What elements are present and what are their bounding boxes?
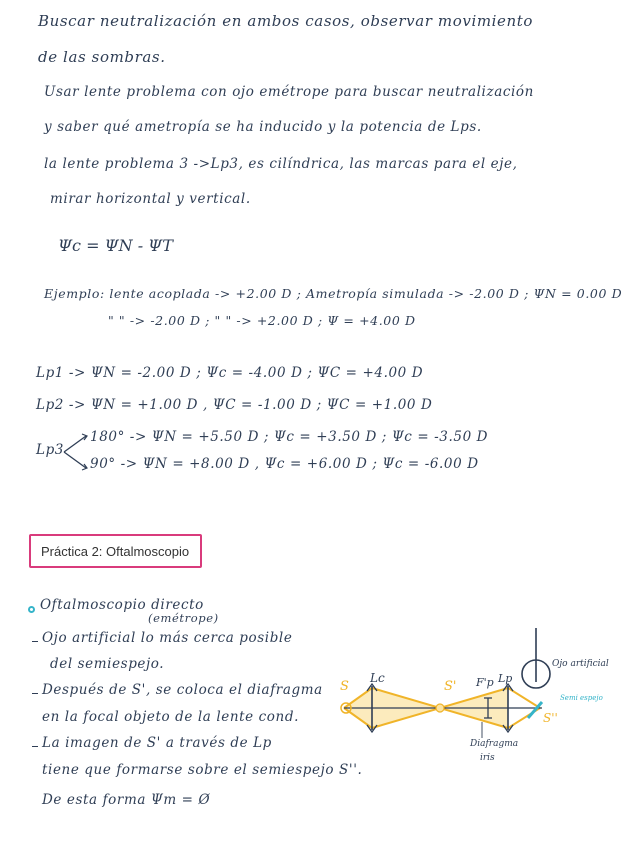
label-lc: Lc [370,671,385,685]
practice-item: La imagen de S' a través de Lp [42,735,272,751]
label-s: S [340,679,349,694]
label-mirror: Semi espejo [560,694,603,702]
practice-item: Ojo artificial lo más cerca posible [42,630,293,646]
bullet-dot-icon [28,606,35,613]
label-iris: iris [480,753,495,763]
branch-arrow-icon [62,430,92,476]
dash-icon [32,641,38,642]
note-line: Usar lente problema con ojo emétrope para buscar neutralización [44,84,534,100]
dash-icon [32,746,38,747]
label-lp: Lp [498,672,513,685]
example-line: " " -> -2.00 D ; " " -> +2.00 D ; Ψ = +4.00 D [108,313,416,328]
practice-annotation: (emétrope) [148,611,219,625]
practice-item: del semiespejo. [50,656,165,672]
label-eye: Ojo artificial [552,659,609,669]
lp3-row-90: 90° -> ΨN = +8.00 D , Ψc = +6.00 D ; Ψc = -6.00 D [90,456,479,472]
lens-line-lp2: Lp2 -> ΨN = +1.00 D , ΨC = -1.00 D ; ΨC = +1.00 D [36,397,433,413]
note-line: Buscar neutralización en ambos casos, observar movimiento [38,12,534,30]
example-line: Ejemplo: lente acoplada -> +2.00 D ; Ametropía simulada -> -2.00 D ; ΨN = 0.00 D [44,286,622,301]
practice-item: De esta forma Ψm = Ø [42,792,211,808]
practice-heading: Oftalmoscopio directo [40,597,204,613]
note-line: la lente problema 3 ->Lp3, es cilíndrica, las marcas para el eje, [44,156,518,172]
label-fp: F'p [476,676,494,689]
formula: Ψc = ΨN - ΨT [58,236,173,255]
practice-item: en la focal objeto de la lente cond. [42,709,299,725]
note-line: mirar horizontal y vertical. [50,191,251,207]
practice-item: tiene que formarse sobre el semiespejo S''. [42,762,363,778]
dash-icon [32,693,38,694]
label-s-double: S'' [543,711,558,725]
note-line: de las sombras. [38,48,166,66]
lens-label-lp3: Lp3 [36,442,64,458]
label-s-prime: S' [444,679,457,694]
section-header [29,534,202,568]
note-line: y saber qué ametropía se ha inducido y la potencia de Lps. [44,119,482,135]
label-diaphragm: Diafragma [470,739,519,749]
section-title: Práctica 2: Oftalmoscopio [41,543,190,559]
focus-point-icon [436,704,444,712]
practice-item: Después de S', se coloca el diafragma [42,682,323,698]
lens-line-lp1: Lp1 -> ΨN = -2.00 D ; Ψc = -4.00 D ; ΨC = +4.00 D [36,365,424,381]
lp3-row-180: 180° -> ΨN = +5.50 D ; Ψc = +3.50 D ; Ψc = -3.50 D [90,429,489,445]
ophthalmoscope-diagram [330,620,609,770]
